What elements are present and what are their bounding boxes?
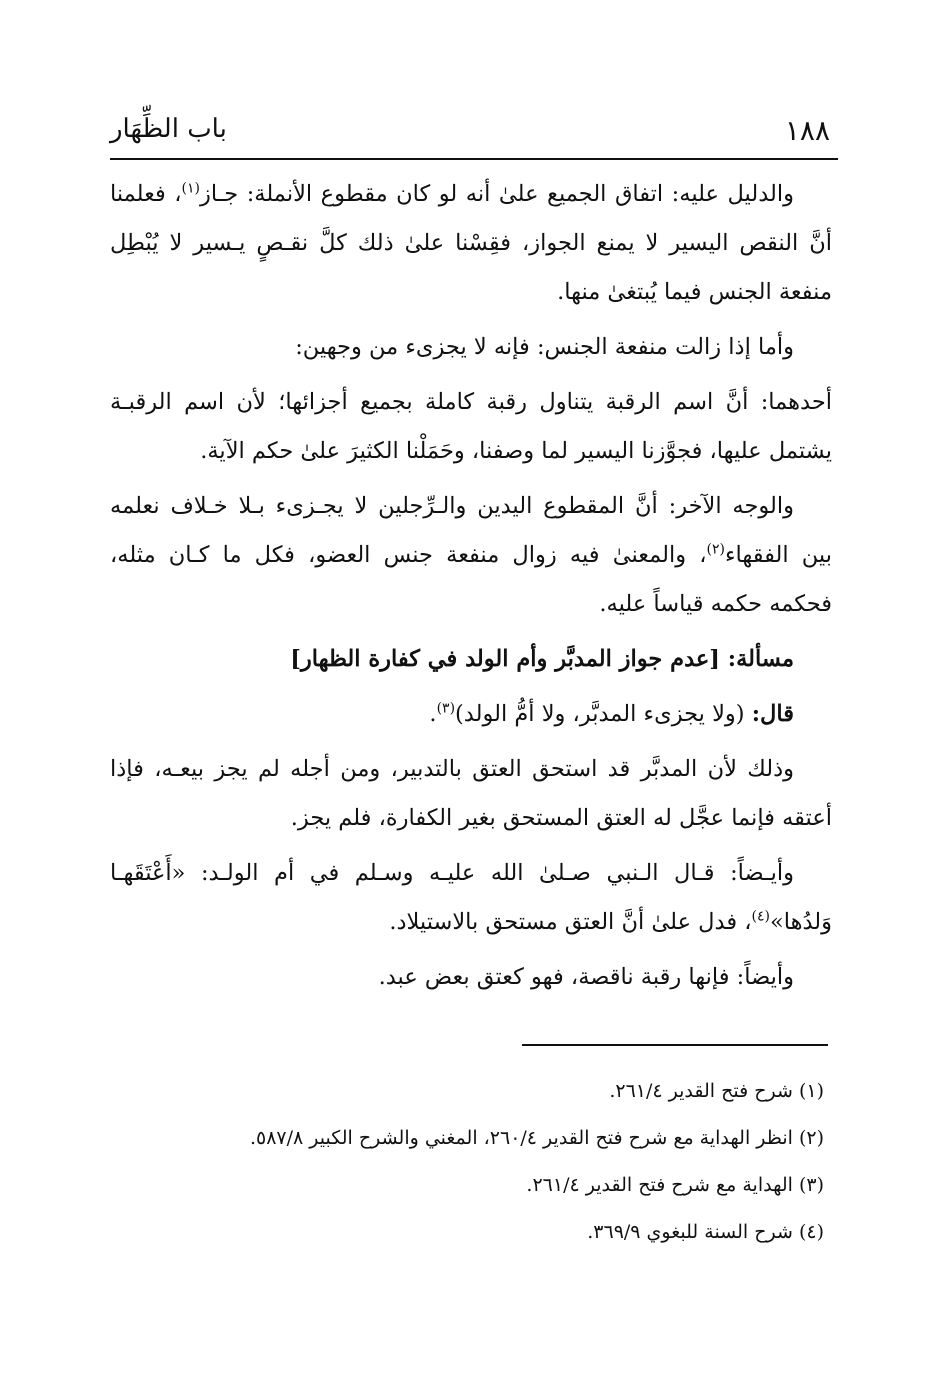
paragraph: وأيضاً: فإنها رقبة ناقصة، فهو كعتق بعض عبد. [378,964,794,990]
footnote-reference: (١) [181,180,200,197]
paragraph-text: والدليل عليه: اتفاق الجميع علىٰ أنه لو كان مقطوع الأنملة: جـاز [199,181,794,207]
section-heading: مسألة: [عدم جواز المدبَّر وأم الولد في كفارة الظهار] [290,646,794,672]
running-title: باب الظِّهَار [110,114,227,144]
paragraph [110,482,832,629]
footnote: (٢) انظر الهداية مع شرح فتح القدير ٢٦٠/٤، المغني والشرح الكبير ٥٨٧/٨. [249,1127,824,1149]
paragraph-text: (ولا يجزىء المدبَّر، ولا أمُّ الولد) [455,701,745,727]
page-number: ١٨٨ [784,114,830,147]
paragraph: وذلك لأن المدبَّر قد استحق العتق بالتدبير، ومن أجله لم يجز بيعـه، فإذا أعتقه فإنما عجَّل له العتق المستحق بغير الكفارة، فلم يجز. [110,756,832,831]
paragraph-text: وأيـضاً: قـال الـنبي صـلىٰ الله عليـه وسـلم في أم الولـد: «أَعْتَقَهـا وَلدُها» [110,860,832,935]
paragraph [110,690,832,739]
quote-label: قال: [751,701,794,727]
paragraph-text: ، والمعنىٰ فيه زوال منفعة جنس العضو، فكل ما كـان مثله، فحكمه حكمه قياساً عليه. [110,542,832,617]
footnote-reference: (٣) [436,700,456,717]
paragraph: وأما إذا زالت منفعة الجنس: فإنه لا يجزىء من وجهين: [295,334,794,360]
paragraph-text: والوجه الآخر: أنَّ المقطوع اليدين والـرِّجلين لا يجـزىء بـلا خـلاف نعلمه بين الفقهاء [110,493,832,568]
footnote-reference: (٤) [751,908,770,925]
footnote: (١) شرح فتح القدير ٢٦١/٤. [609,1080,824,1102]
paragraph: أحدهما: أنَّ اسم الرقبة يتناول رقبة كاملة بجميع أجزائها؛ لأن اسم الرقبـة يشتمل عليها، فجوَّزنا اليسير لما وصفنا، وحَمَلْنا الكثيرَ علىٰ حكم الآية. [110,389,832,464]
paragraph [110,849,832,947]
main-text [110,170,832,1008]
footnotes [110,1068,832,1256]
footnote-reference: (٢) [706,541,725,558]
paragraph-text: ، فدل علىٰ أنَّ العتق مستحق بالاستيلاد. [389,909,752,935]
footnote-divider [522,1044,828,1046]
page-header [110,108,838,160]
paragraph [110,170,832,317]
footnote: (٣) الهداية مع شرح فتح القدير ٢٦١/٤. [526,1174,824,1196]
paragraph-text: . [429,701,437,727]
paragraph-text: ، فعلمنا أنَّ النقص اليسير لا يمنع الجواز، فقِسْنا علىٰ ذلك كلَّ نقـصٍ يـسير لا يُبْطِل منفعة الجنس فيما يُبتغىٰ منها. [110,181,832,305]
footnote: (٤) شرح السنة للبغوي ٣٦٩/٩. [587,1221,824,1243]
